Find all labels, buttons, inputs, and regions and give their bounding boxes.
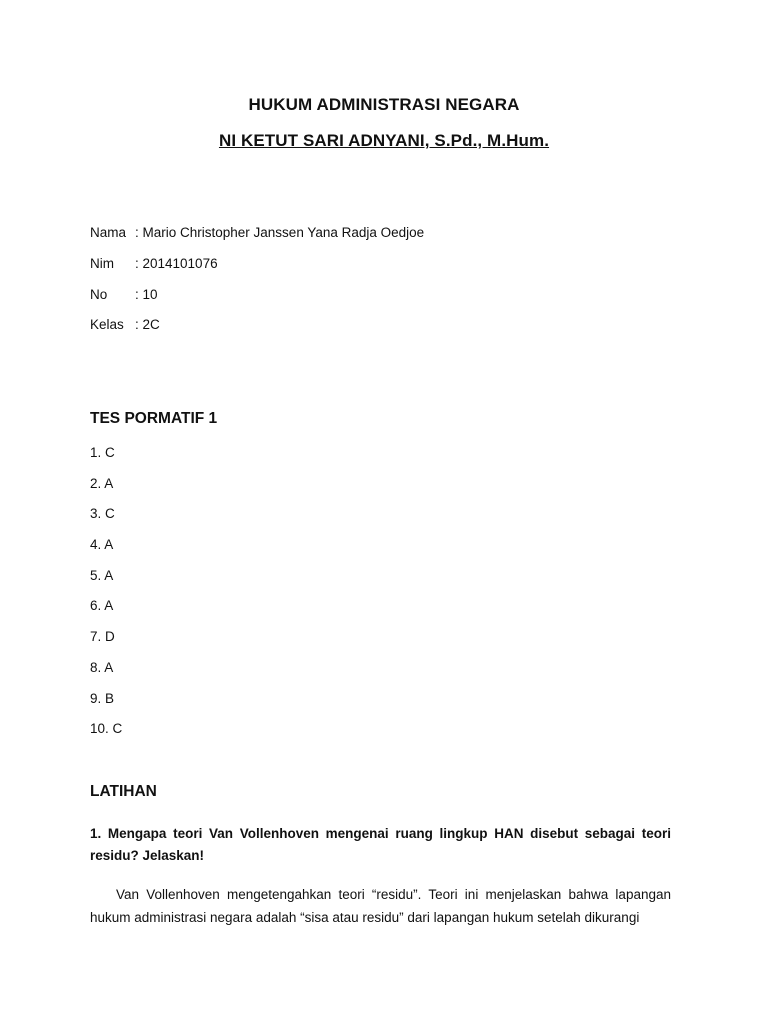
nama-label: Nama bbox=[90, 225, 127, 240]
tes-pormatif-heading: TES PORMATIF 1 bbox=[90, 410, 218, 427]
answer-item: 9. B bbox=[90, 690, 115, 706]
student-nama-row bbox=[90, 225, 424, 240]
answer-item: 5. A bbox=[90, 567, 114, 583]
latihan-question: 1. Mengapa teori Van Vollenhoven mengenai ruang lingkup HAN disebut sebagai teori residu? Jelaskan! bbox=[90, 826, 671, 863]
latihan-answer-paragraph: Van Vollenhoven mengetengahkan teori “residu”. Teori ini menjelaskan bahwa lapangan hukum administrasi negara adalah “sisa atau residu” dari lapangan hukum setelah dikurangi bbox=[90, 887, 671, 925]
nim-label: Nim bbox=[90, 256, 114, 271]
nim-value: : 2014101076 bbox=[135, 256, 218, 271]
nama-value: : Mario Christopher Janssen Yana Radja Oedjoe bbox=[135, 225, 425, 240]
answer-item: 10. C bbox=[90, 721, 123, 737]
latihan-heading: LATIHAN bbox=[90, 783, 157, 800]
answer-item: 3. C bbox=[90, 506, 115, 522]
lecturer-name: NI KETUT SARI ADNYANI, S.Pd., M.Hum. bbox=[218, 131, 550, 150]
kelas-label: Kelas bbox=[90, 317, 124, 332]
answer-item: 6. A bbox=[90, 598, 114, 614]
no-value: : 10 bbox=[135, 287, 158, 302]
student-nim-row bbox=[90, 256, 218, 271]
answer-item: 2. A bbox=[90, 475, 114, 491]
document-title: HUKUM ADMINISTRASI NEGARA bbox=[248, 95, 520, 114]
kelas-value: : 2C bbox=[135, 317, 160, 332]
student-no-row bbox=[90, 287, 158, 302]
answer-list bbox=[90, 444, 122, 751]
answer-item: 4. A bbox=[90, 537, 114, 553]
answer-item: 1. C bbox=[90, 445, 115, 460]
answer-item: 7. D bbox=[90, 629, 115, 645]
no-label: No bbox=[90, 287, 108, 302]
student-kelas-row bbox=[90, 317, 160, 332]
answer-item: 8. A bbox=[90, 659, 114, 675]
